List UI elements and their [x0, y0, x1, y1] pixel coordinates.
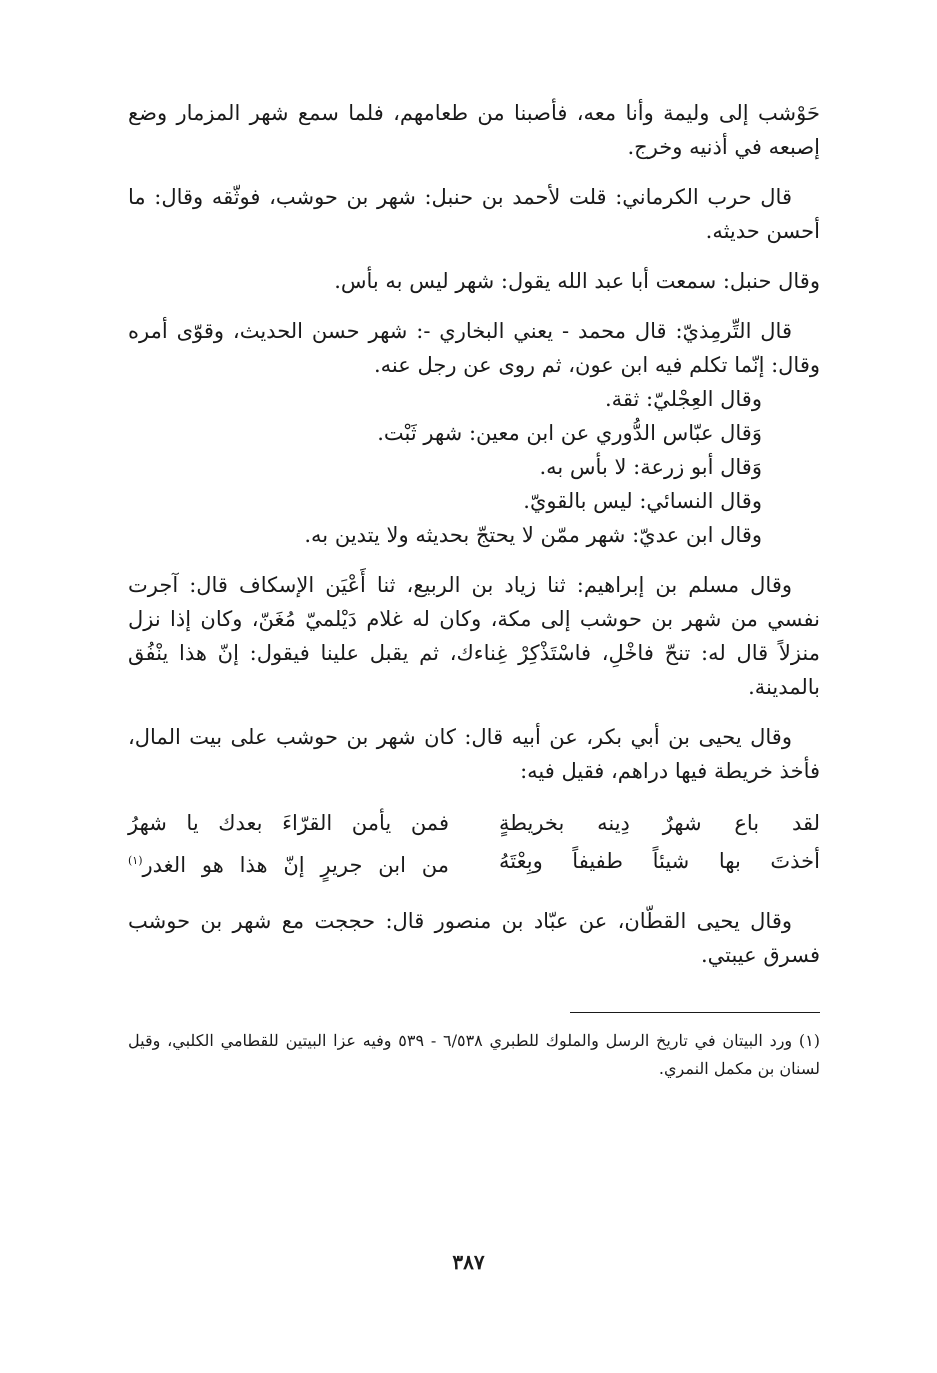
page-number: ٣٨٧ — [452, 1250, 485, 1274]
paragraph-harb: قال حرب الكرماني: قلت لأحمد بن حنبل: شهر بن حوشب، فوثّقه وقال: ما أحسن حديثه. — [128, 185, 820, 243]
line-abu-zura: وَقال أبو زرعة: لا بأس به. — [539, 455, 762, 479]
paragraph-yahya-abi-bakr: وقال يحيى بن أبي بكر، عن أبيه قال: كان شهر بن حوشب على بيت المال، فأخذ خريطة فيها دراهم، فقيل فيه: — [128, 725, 820, 783]
footnote-1: (١) ورد البيتان في تاريخ الرسل والملوك للطبري ٦/٥٣٨ - ٥٣٩ وفيه عزا البيتين للقطامي الكلبي، وقيل لسنان بن مكمل النمري. — [128, 1031, 820, 1078]
line-nasai: وقال النسائي: ليس بالقويّ. — [523, 489, 762, 513]
paragraph-hanbal: وقال حنبل: سمعت أبا عبد الله يقول: شهر ليس به بأس. — [334, 269, 820, 293]
page-body — [128, 96, 820, 1296]
paragraph-tirmidhi: قال التِّرمِذيّ: قال محمد - يعني البخاري -: شهر حسن الحديث، وقوّى أمره وقال: إنّما تكلم فيه ابن عون، ثم روى عن رجل عنه. — [128, 319, 820, 377]
paragraph-1: حَوْشب إلى وليمة وأنا معه، فأصبنا من طعامهم، فلما سمع شهر المزمار وضع إصبعه في أذنيه وخرج. — [128, 101, 820, 159]
footnote-separator — [570, 1012, 820, 1013]
verse-1-first-hemistich: لقد باع شهرٌ دِينه بخريطةٍ — [499, 811, 820, 835]
poem-verses — [128, 804, 820, 884]
verse-2-second-hemistich — [128, 842, 449, 884]
paragraph-muslim: وقال مسلم بن إبراهيم: ثنا زياد بن الربيع، ثنا أَعْيَن الإسكاف قال: آجرت نفسي من شهر بن حوشب إلى مكة، وكان له غلام دَيْلميّ مُغَنّ، وكان إذا نزل منزلاً قال له: تنحّ فاخْلِ، فاسْتَذْكِرْ غِناءك، ثم يقبل علينا فيقول: إنّ هذا ينْفُق بالمدينة. — [128, 573, 820, 699]
paragraph-qattan: وقال يحيى القطّان، عن عبّاد بن منصور قال: حججت مع شهر بن حوشب فسرق عيبتي. — [128, 909, 820, 967]
line-duri: وَقال عبّاس الدُّوري عن ابن معين: شهر ثَبْت. — [377, 421, 762, 445]
verse-2-second-text: من ابن جريرٍ إنّ هذا هو الغدر — [142, 853, 449, 877]
footnote-marker[interactable]: (١) — [128, 854, 143, 867]
verse-1-second-hemistich: فمن يأمن القرّاءَ بعدك يا شهرُ — [128, 811, 449, 835]
line-ijli: وقال العِجْليّ: ثقة. — [604, 387, 762, 411]
verse-2-first-hemistich: أخذتَ بها شيئاً طفيفاً وبِعْتَهُ — [499, 849, 820, 873]
line-ibn-adi: وقال ابن عديّ: شهر ممّن لا يحتجّ بحديثه ولا يتدين به. — [304, 523, 762, 547]
narrator-opinions — [128, 314, 820, 552]
